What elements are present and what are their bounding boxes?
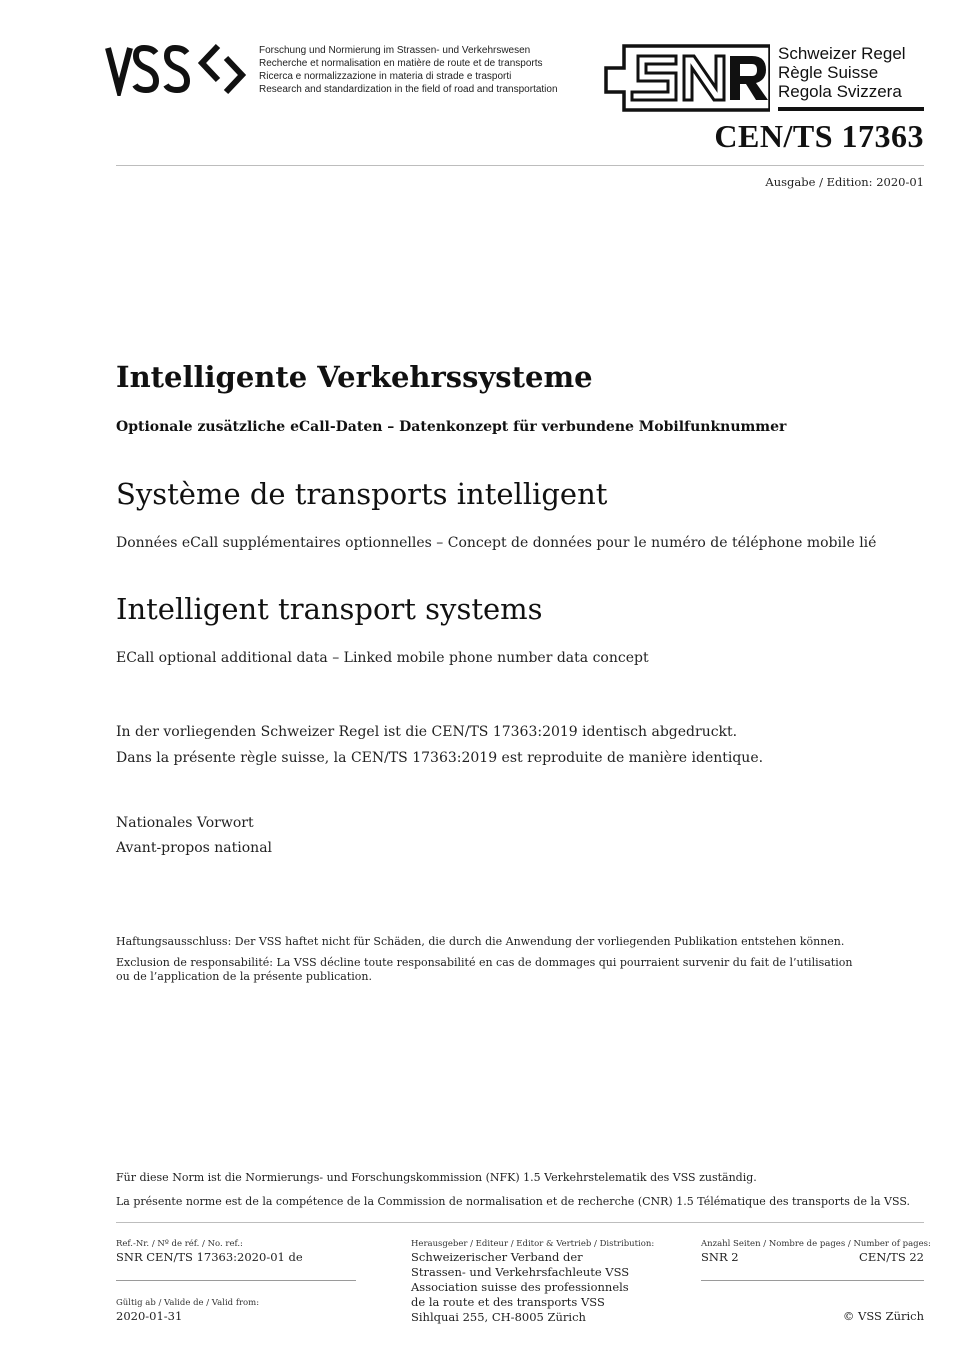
- snr-word-it: Regola Svizzera: [778, 82, 902, 101]
- title-english: Intelligent transport systems: [116, 592, 543, 626]
- title-german: Intelligente Verkehrssysteme: [116, 360, 593, 394]
- reference-label: Ref.-Nr. / Nº de réf. / No. ref.:: [116, 1239, 243, 1249]
- snr-logo: [602, 42, 770, 114]
- reference-number: SNR CEN/TS 17363:2020-01 de: [116, 1250, 303, 1264]
- header-divider: [116, 165, 924, 166]
- snr-underline: [778, 107, 924, 111]
- publisher-address: [411, 1250, 629, 1325]
- valid-from-date: 2020-01-31: [116, 1309, 183, 1323]
- reproduction-note-de: In der vorliegenden Schweizer Regel ist die CEN/TS 17363:2019 identisch abgedruckt.: [116, 724, 738, 740]
- edition-date: Ausgabe / Edition: 2020-01: [765, 175, 924, 189]
- footer-divider: [116, 1222, 924, 1223]
- pages-label: Anzahl Seiten / Nombre de pages / Number of pages:: [701, 1239, 931, 1249]
- vss-description: [259, 44, 558, 96]
- pages-snr: SNR 2: [701, 1250, 739, 1264]
- publisher-line: Strassen- und Verkehrsfachleute VSS: [411, 1265, 630, 1279]
- publisher-line: Association suisse des professionnels: [411, 1280, 629, 1294]
- snr-rule-names: [778, 44, 906, 101]
- pages-cen: CEN/TS 22: [859, 1250, 924, 1264]
- vss-line-de: Forschung und Normierung im Strassen- und Verkehrswesen: [259, 45, 531, 56]
- reference-divider: [116, 1280, 356, 1281]
- vss-line-it: Ricerca e normalizzazione in materia di strade e trasporti: [259, 71, 512, 82]
- vss-logo: [104, 42, 254, 96]
- competence-fr: La présente norme est de la compétence de la Commission de normalisation et de recherche (CNR) 1.5 Télématique des transports de la VSS.: [116, 1195, 910, 1208]
- vss-line-en: Research and standardization in the field of road and transportation: [259, 84, 558, 95]
- publisher-line: Schweizerischer Verband der: [411, 1250, 583, 1264]
- snr-word-de: Schweizer Regel: [778, 44, 906, 63]
- document-number: CEN/TS 17363: [714, 118, 924, 154]
- publisher-line: Sihlquai 255, CH-8005 Zürich: [411, 1310, 586, 1324]
- copyright: © VSS Zürich: [842, 1309, 924, 1323]
- subtitle-english: ECall optional additional data – Linked mobile phone number data concept: [116, 650, 649, 666]
- subtitle-french: Données eCall supplémentaires optionnelles – Concept de données pour le numéro de téléphone mobile lié: [116, 535, 877, 551]
- disclaimer-fr-line2: ou de l’application de la présente publication.: [116, 970, 372, 983]
- pages-divider: [701, 1280, 924, 1281]
- valid-from-label: Gültig ab / Valide de / Valid from:: [116, 1298, 260, 1308]
- title-french: Système de transports intelligent: [116, 477, 608, 511]
- foreword-fr: Avant-propos national: [116, 840, 273, 856]
- vss-line-fr: Recherche et normalisation en matière de route et de transports: [259, 58, 543, 69]
- snr-word-fr: Règle Suisse: [778, 63, 879, 82]
- foreword-de: Nationales Vorwort: [116, 815, 254, 831]
- publisher-label: Herausgeber / Editeur / Editor & Vertrieb / Distribution:: [411, 1239, 655, 1249]
- publisher-line: de la route et des transports VSS: [411, 1295, 605, 1309]
- disclaimer-fr-line1: Exclusion de responsabilité: La VSS décline toute responsabilité en cas de dommages qui pourraient survenir du fait de l’utilisation: [116, 956, 853, 969]
- disclaimer-de: Haftungsausschluss: Der VSS haftet nicht für Schäden, die durch die Anwendung der vorliegenden Publikation entstehen können.: [116, 935, 845, 948]
- subtitle-german: Optionale zusätzliche eCall-Daten – Datenkonzept für verbundene Mobilfunknummer: [116, 419, 787, 435]
- reproduction-note-fr: Dans la présente règle suisse, la CEN/TS 17363:2019 est reproduite de manière identique.: [116, 750, 764, 766]
- competence-de: Für diese Norm ist die Normierungs- und Forschungskommission (NFK) 1.5 Verkehrstelematik des VSS zuständig.: [116, 1171, 757, 1184]
